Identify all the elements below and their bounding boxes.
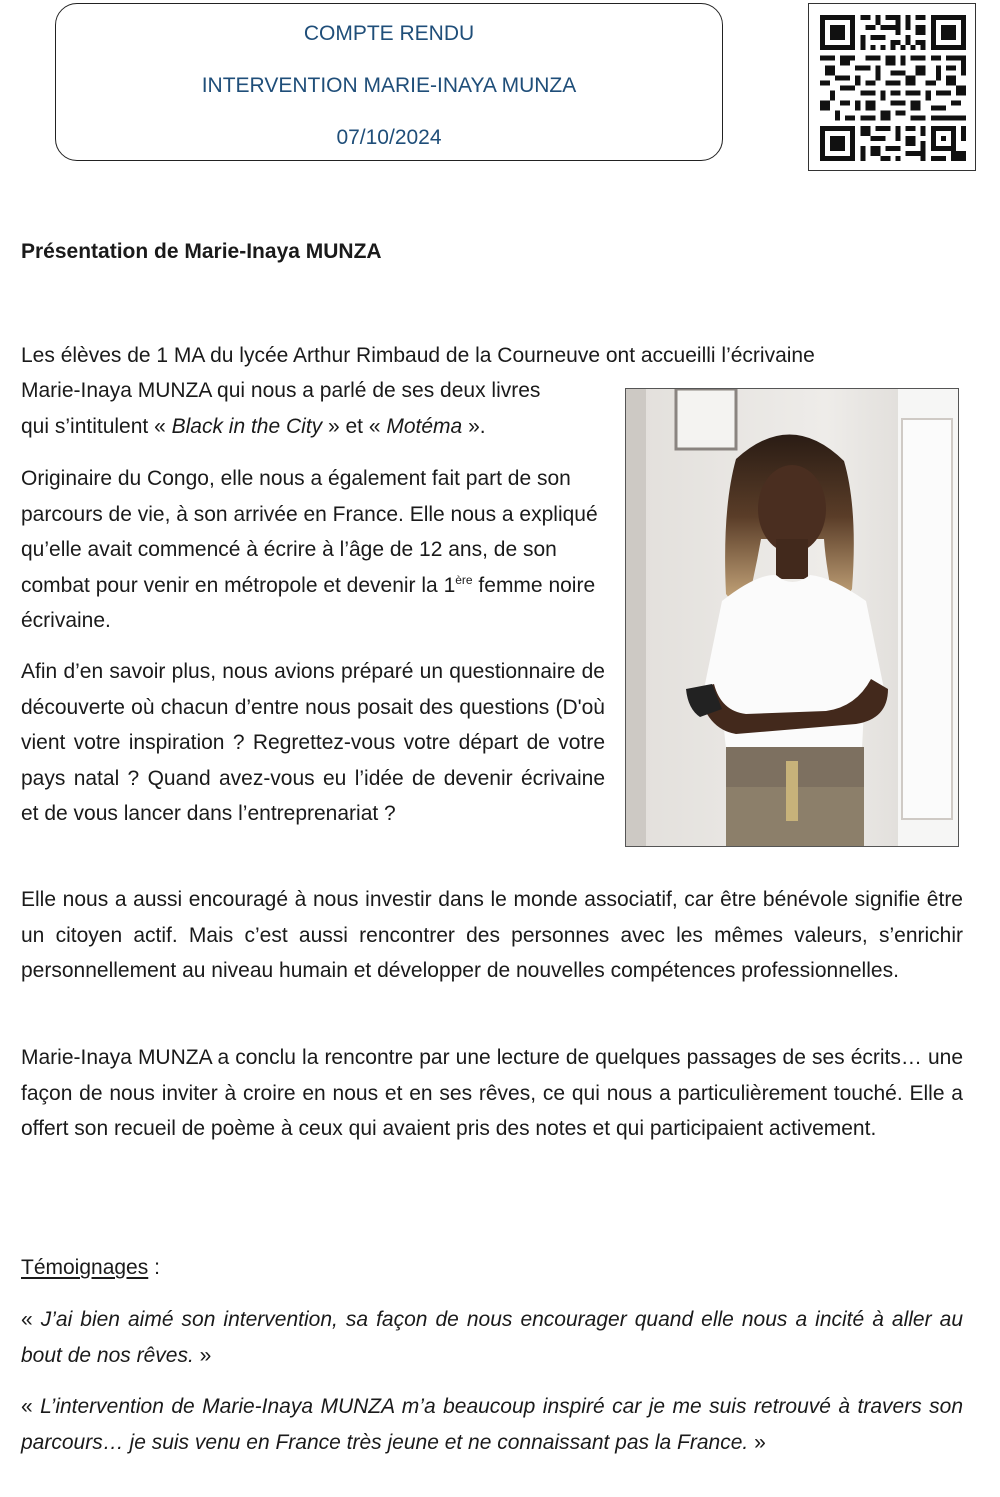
- author-photo: [625, 388, 959, 847]
- intro-line-1: Les élèves de 1 MA du lycée Arthur Rimbaud de la Courneuve ont accueilli l’écrivaine: [21, 344, 815, 367]
- intro-line-3: [21, 409, 611, 445]
- header-box: [55, 3, 723, 161]
- intro-line-2: Marie-Inaya MUNZA qui nous a parlé de ses deux livres: [21, 379, 541, 402]
- quote-close: »: [748, 1430, 766, 1454]
- paragraph-origins: [21, 461, 604, 639]
- section-title: Présentation de Marie-Inaya MUNZA: [21, 240, 382, 263]
- testimonial-1: [21, 1302, 963, 1373]
- quote-open: «: [21, 1395, 41, 1418]
- heading-suffix: :: [148, 1256, 160, 1279]
- testimonial-2: [21, 1389, 963, 1460]
- testimonial-text: L’intervention de Marie-Inaya MUNZA m’a beaucoup inspiré car je me suis retrouvé à travers son parcours… je suis venu en France très jeune et ne connaissant pas la France.: [21, 1395, 964, 1454]
- header-subtitle: INTERVENTION MARIE-INAYA MUNZA: [201, 74, 577, 97]
- testimonials-heading-label: Témoignages: [21, 1256, 149, 1279]
- qr-code: [808, 3, 976, 171]
- paragraph-questionnaire: Afin d’en savoir plus, nous avions préparé un questionnaire de découverte où chacun d’entre nous posait des questions (D'où vient votre inspiration ? Regrettez-vous votre départ de votre pays natal ? Quand avez-vous eu l’idée de devenir écrivaine et de vous lancer dans l’entreprenariat ?: [21, 660, 605, 825]
- book-title-motema: Motéma: [386, 415, 463, 438]
- paragraph-text: Originaire du Congo, elle nous a également fait part de son parcours de vie, à son arrivée en France. Elle nous a expliqué qu’elle avait commencé à écrire à l’âge de 12 ans, de son combat pour venir en métropole et devenir la 1: [21, 467, 598, 597]
- quote-close: »: [193, 1343, 212, 1367]
- superscript: ère: [455, 572, 473, 587]
- header-date: 07/10/2024: [336, 126, 442, 149]
- paragraph-associative-world: Elle nous a aussi encouragé à nous investir dans le monde associatif, car être bénévole signifie être un citoyen actif. Mais c’est aussi rencontrer des personnes avec les mêmes valeurs, s’enrichir personnellement au niveau humain et développer de nouvelles compétences professionnelles.: [21, 888, 963, 982]
- paragraph-text: femme noire écrivaine.: [21, 573, 596, 632]
- quote-open: «: [21, 1308, 41, 1331]
- qr-code-icon: [820, 15, 966, 161]
- testimonials-heading: [21, 1250, 160, 1286]
- author-portrait-image: [626, 389, 959, 847]
- paragraph-conclusion: Marie-Inaya MUNZA a conclu la rencontre par une lecture de quelques passages de ses écrits… une façon de nous inviter à croire en nous et en ses rêves, ce qui nous a particulièrement touché. Elle a offert son recueil de poème à ceux qui avaient pris des notes et qui participaient activement.: [21, 1046, 963, 1140]
- header-title: COMPTE RENDU: [303, 22, 475, 45]
- intro-text: qui s’intitulent «: [21, 415, 172, 438]
- intro-text: ».: [462, 415, 486, 438]
- testimonial-text: J’ai bien aimé son intervention, sa façon de nous encourager quand elle nous a incité à aller au bout de nos rêves.: [21, 1308, 963, 1367]
- book-title-black-in-the-city: Black in the City: [171, 415, 323, 438]
- intro-text: » et «: [322, 415, 387, 438]
